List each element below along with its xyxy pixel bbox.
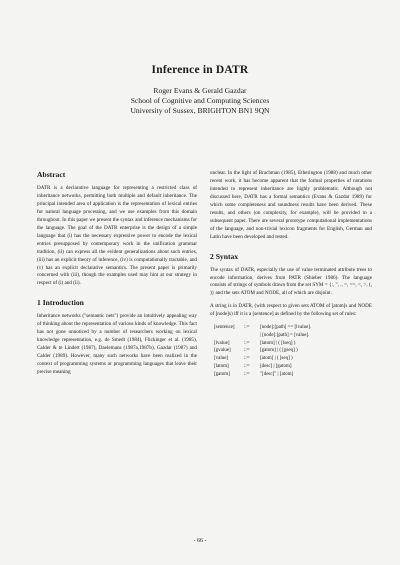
grammar-rhs: "[desc]" | [atom]: [260, 371, 294, 377]
abstract-text: DATR is a declarative language for representing a restricted class of inheritance networks, permitting both multiple and default inheritance. The principal intended area of application is the representation of lexical entries for natural language processing, and we use examples from this domain throughout. In this paper we present the syntax and inference mechanisms for the language. The goal of the DATR enterprise is the design of a simple language that (i) has the necessary expressive power to encode the lexical entries presupposed by contemporary work in the unification grammar tradition, (ii) can express all the evident generalizations about such entries, (iii) has an explicit theory of inference, (iv) is computationally tractable, and (v) has an explicit declarative semantics. The present paper is primarily concerned with (iii), though the examples used may hint at our strategy in respect of (i) and (ii).: [37, 185, 197, 287]
syntax-paragraph: The syntax of DATR, especially the use of value terminated attribute trees to encode information, derives from PATR (Shieber 1986). The language consists of strings of symbols drawn from the set SYM = {:, ", ., =, ==, <, >, (, )} and the sets ATOM and NODE, all of which are disjoint.: [210, 266, 372, 297]
grammar-rhs: [desc] | [gatom]: [260, 363, 292, 369]
grammar-op: ::=: [244, 325, 250, 331]
paper-title: Inference in DATR: [151, 64, 249, 76]
grammar-rhs: | [node]:[path] = [value].: [260, 333, 310, 338]
grammar-op: ::=: [244, 348, 250, 354]
grammar-op: ::=: [244, 340, 250, 346]
grammar-lhs: [latom]: [214, 363, 229, 369]
grammar-rule: [210, 340, 313, 348]
grammar-rule: [210, 324, 313, 332]
grammar-rule: [210, 363, 313, 371]
grammar-rule: [210, 371, 313, 379]
left-column: [37, 170, 197, 540]
grammar-lhs: [sentence]: [214, 325, 235, 331]
grammar-op: ::=: [244, 363, 250, 369]
grammar-op: ::=: [244, 371, 250, 377]
intro-text: Inheritance networks ("semantic nets") provide an intuitively appealing way of thinking about the representation of various kinds of knowledge. This fact has not gone unnoticed by a number of researchers working on lexical knowledge representation, e.g. de Smedt (1984), Flickinger et al. (1985), Calder & te Lindert (1987), Daelemans (1987a,1987b), Gazdar (1987) and Calder (1989). However, many such networks have been realized in the context of programming systems or programming languages that leave their precise meaning: [37, 313, 197, 376]
grammar-lhs: [value]: [214, 356, 229, 362]
author-address: University of Sussex, BRIGHTON BN1 9QN: [130, 106, 270, 116]
author-affiliation: School of Cognitive and Computing Sciences: [130, 96, 270, 106]
author-names: Roger Evans & Gerald Gazdar: [153, 86, 247, 95]
grammar-lhs: [gatom]: [214, 371, 230, 377]
intro-heading: 1 Introduction: [37, 298, 84, 308]
right-column: [210, 170, 372, 540]
grammar-rhs: [gatom] | ( [gseq] ): [260, 348, 298, 354]
abstract-heading: Abstract: [37, 170, 66, 179]
grammar-lhs: [210, 332, 244, 340]
grammar-lhs: [lvalue]: [214, 340, 230, 346]
page-number: - 66 -: [193, 538, 207, 544]
grammar-rhs: [atom] | ( [seq] ): [260, 356, 293, 362]
grammar-rule: [210, 347, 313, 355]
syntax-definition-intro: A string is in DATR, (with respect to given sets ATOM of [atom]s and NODE of [node]s) iff it is a [sentence] as defined by the following set of rules:: [210, 303, 372, 318]
syntax-heading: 2 Syntax: [210, 251, 239, 261]
grammar-op: ::=: [244, 356, 250, 362]
author-block: [0, 86, 400, 117]
grammar-rule: [210, 332, 313, 340]
grammar-lhs: [gvalue]: [214, 348, 231, 354]
right-paragraph-1: unclear. In the light of Brachman (1985), Etherington (1988) and much other recent work, it has become apparent that the formal properties of notations intended to represent inheritance are highly problematic. Although not discussed here, DATR has a formal semantics (Evans & Gazdar 1989) for which some completeness and soundness results have been derived. These results, and others (on complexity, for example), will be provided in a subsequent paper. There are several prototype computational implementations of the language, and non-trivial lexicon fragments for English, German and Latin have been developed and tested.: [210, 170, 372, 240]
grammar-op: [244, 332, 260, 340]
grammar-rhs: [latom] | ( [lseq] ): [260, 340, 296, 346]
grammar-rules: [210, 324, 313, 378]
grammar-rhs: [node]:[path] == [lvalue].: [260, 325, 312, 331]
grammar-rule: [210, 355, 313, 363]
